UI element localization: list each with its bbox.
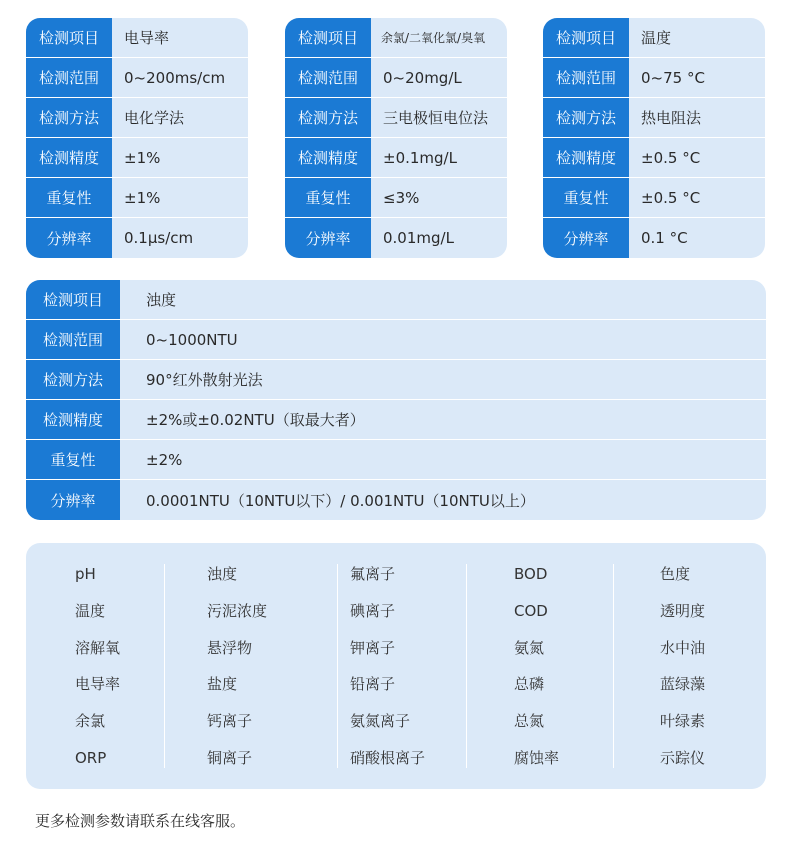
parameter-item: 色度 <box>660 565 691 583</box>
spec-value-method: 热电阻法 <box>641 109 702 127</box>
spec-label-range: 检测范围 <box>543 58 629 97</box>
spec-value-repeatability: ±2% <box>146 450 183 469</box>
spec-card-conductivity <box>26 18 248 258</box>
spec-value-resolution: 0.0001NTU（10NTU以下）/ 0.001NTU（10NTU以上） <box>146 491 535 510</box>
spec-row-item <box>543 18 765 58</box>
spec-value-range: 0~75 °C <box>641 68 705 87</box>
spec-label-resolution: 分辨率 <box>285 218 371 258</box>
spec-row-resolution <box>26 218 248 258</box>
spec-label-accuracy: 检测精度 <box>26 400 120 439</box>
spec-value-accuracy: ±0.1mg/L <box>383 148 457 167</box>
spec-row-method <box>26 360 766 400</box>
spec-label-item: 检测项目 <box>26 280 120 319</box>
spec-value-resolution: 0.1 °C <box>641 229 688 247</box>
parameter-list-panel <box>26 543 766 789</box>
spec-value-method: 电化学法 <box>124 109 185 127</box>
parameter-item: 总磷 <box>514 675 545 694</box>
spec-row-range <box>26 320 766 360</box>
spec-value-item: 浊度 <box>146 291 177 309</box>
parameter-item: 温度 <box>75 601 106 620</box>
spec-label-range: 检测范围 <box>26 58 112 97</box>
parameter-item: 水中油 <box>660 638 706 657</box>
spec-card-chlorine <box>285 18 507 258</box>
spec-value-range: 0~1000NTU <box>146 330 238 349</box>
spec-label-item: 检测项目 <box>285 18 371 57</box>
parameter-item: 氨氮离子 <box>350 712 411 731</box>
spec-label-method: 检测方法 <box>26 360 120 399</box>
spec-row-resolution <box>543 218 765 258</box>
parameter-item: BOD <box>514 565 548 583</box>
spec-value-repeatability: ±1% <box>124 188 161 207</box>
parameter-item: 电导率 <box>75 675 121 694</box>
spec-label-accuracy: 检测精度 <box>26 138 112 177</box>
spec-row-item <box>26 18 248 58</box>
parameter-column <box>467 564 614 768</box>
spec-label-repeatability: 重复性 <box>543 178 629 217</box>
spec-value-resolution: 0.1μs/cm <box>124 229 194 247</box>
parameter-item: 悬浮物 <box>207 638 253 657</box>
parameter-item: 浊度 <box>207 565 238 583</box>
spec-label-item: 检测项目 <box>543 18 629 57</box>
spec-card-temperature <box>543 18 765 258</box>
parameter-item: 蓝绿藻 <box>660 675 706 694</box>
parameter-item: 污泥浓度 <box>207 601 268 620</box>
spec-row-range <box>543 58 765 98</box>
parameter-item: 硝酸根离子 <box>350 748 426 767</box>
spec-label-resolution: 分辨率 <box>26 480 120 520</box>
parameter-item: 总氮 <box>514 712 545 731</box>
parameter-item: ORP <box>75 748 107 767</box>
parameter-item: pH <box>75 565 96 583</box>
parameter-item: 碘离子 <box>350 601 396 620</box>
spec-label-repeatability: 重复性 <box>26 440 120 479</box>
spec-row-resolution <box>26 480 766 520</box>
spec-card-turbidity <box>26 280 766 520</box>
spec-label-repeatability: 重复性 <box>26 178 112 217</box>
spec-row-accuracy <box>26 400 766 440</box>
spec-label-method: 检测方法 <box>26 98 112 137</box>
spec-row-repeatability <box>285 178 507 218</box>
footer-note: 更多检测参数请联系在线客服。 <box>35 812 246 830</box>
spec-row-item <box>285 18 507 58</box>
spec-value-method: 三电极恒电位法 <box>383 109 489 127</box>
spec-value-item: 电导率 <box>124 29 170 47</box>
spec-label-repeatability: 重复性 <box>285 178 371 217</box>
spec-value-method: 90°红外散射光法 <box>146 371 263 389</box>
spec-row-range <box>285 58 507 98</box>
spec-row-accuracy <box>26 138 248 178</box>
parameter-item: 盐度 <box>207 675 238 694</box>
spec-row-accuracy <box>543 138 765 178</box>
parameter-item: 钾离子 <box>350 638 396 657</box>
parameter-column <box>614 564 766 768</box>
spec-value-range: 0~20mg/L <box>383 68 462 87</box>
parameter-column <box>338 564 467 768</box>
spec-row-method <box>26 98 248 138</box>
spec-label-accuracy: 检测精度 <box>285 138 371 177</box>
spec-value-accuracy: ±1% <box>124 148 161 167</box>
parameter-item: COD <box>514 601 548 620</box>
spec-value-resolution: 0.01mg/L <box>383 229 454 247</box>
spec-row-resolution <box>285 218 507 258</box>
spec-value-repeatability: ±0.5 °C <box>641 188 701 207</box>
parameter-column <box>165 564 338 768</box>
spec-label-item: 检测项目 <box>26 18 112 57</box>
spec-row-repeatability <box>26 440 766 480</box>
spec-label-resolution: 分辨率 <box>26 218 112 258</box>
spec-value-item: 余氯/二氧化氯/臭氧 <box>381 31 486 45</box>
parameter-item: 溶解氧 <box>75 638 121 657</box>
spec-label-range: 检测范围 <box>285 58 371 97</box>
spec-label-method: 检测方法 <box>285 98 371 137</box>
spec-label-accuracy: 检测精度 <box>543 138 629 177</box>
spec-value-repeatability: ≤3% <box>383 188 420 207</box>
spec-value-accuracy: ±2%或±0.02NTU（取最大者） <box>146 411 365 429</box>
spec-row-method <box>285 98 507 138</box>
spec-row-repeatability <box>26 178 248 218</box>
spec-label-range: 检测范围 <box>26 320 120 359</box>
parameter-item: 氨氮 <box>514 638 545 657</box>
spec-row-range <box>26 58 248 98</box>
spec-row-repeatability <box>543 178 765 218</box>
parameter-item: 透明度 <box>660 601 706 620</box>
spec-value-accuracy: ±0.5 °C <box>641 148 701 167</box>
parameter-item: 示踪仪 <box>660 748 706 767</box>
parameter-item: 钙离子 <box>207 712 253 731</box>
parameter-item: 叶绿素 <box>660 712 706 731</box>
parameter-column <box>26 564 165 768</box>
parameter-item: 氟离子 <box>350 565 396 583</box>
parameter-item: 铅离子 <box>350 675 396 694</box>
spec-value-range: 0~200ms/cm <box>124 68 226 87</box>
spec-label-method: 检测方法 <box>543 98 629 137</box>
parameter-item: 余氯 <box>75 712 106 731</box>
spec-row-accuracy <box>285 138 507 178</box>
parameter-item: 腐蚀率 <box>514 748 560 767</box>
spec-row-method <box>543 98 765 138</box>
spec-value-item: 温度 <box>641 29 672 47</box>
parameter-item: 铜离子 <box>207 748 253 767</box>
spec-label-resolution: 分辨率 <box>543 218 629 258</box>
spec-row-item <box>26 280 766 320</box>
